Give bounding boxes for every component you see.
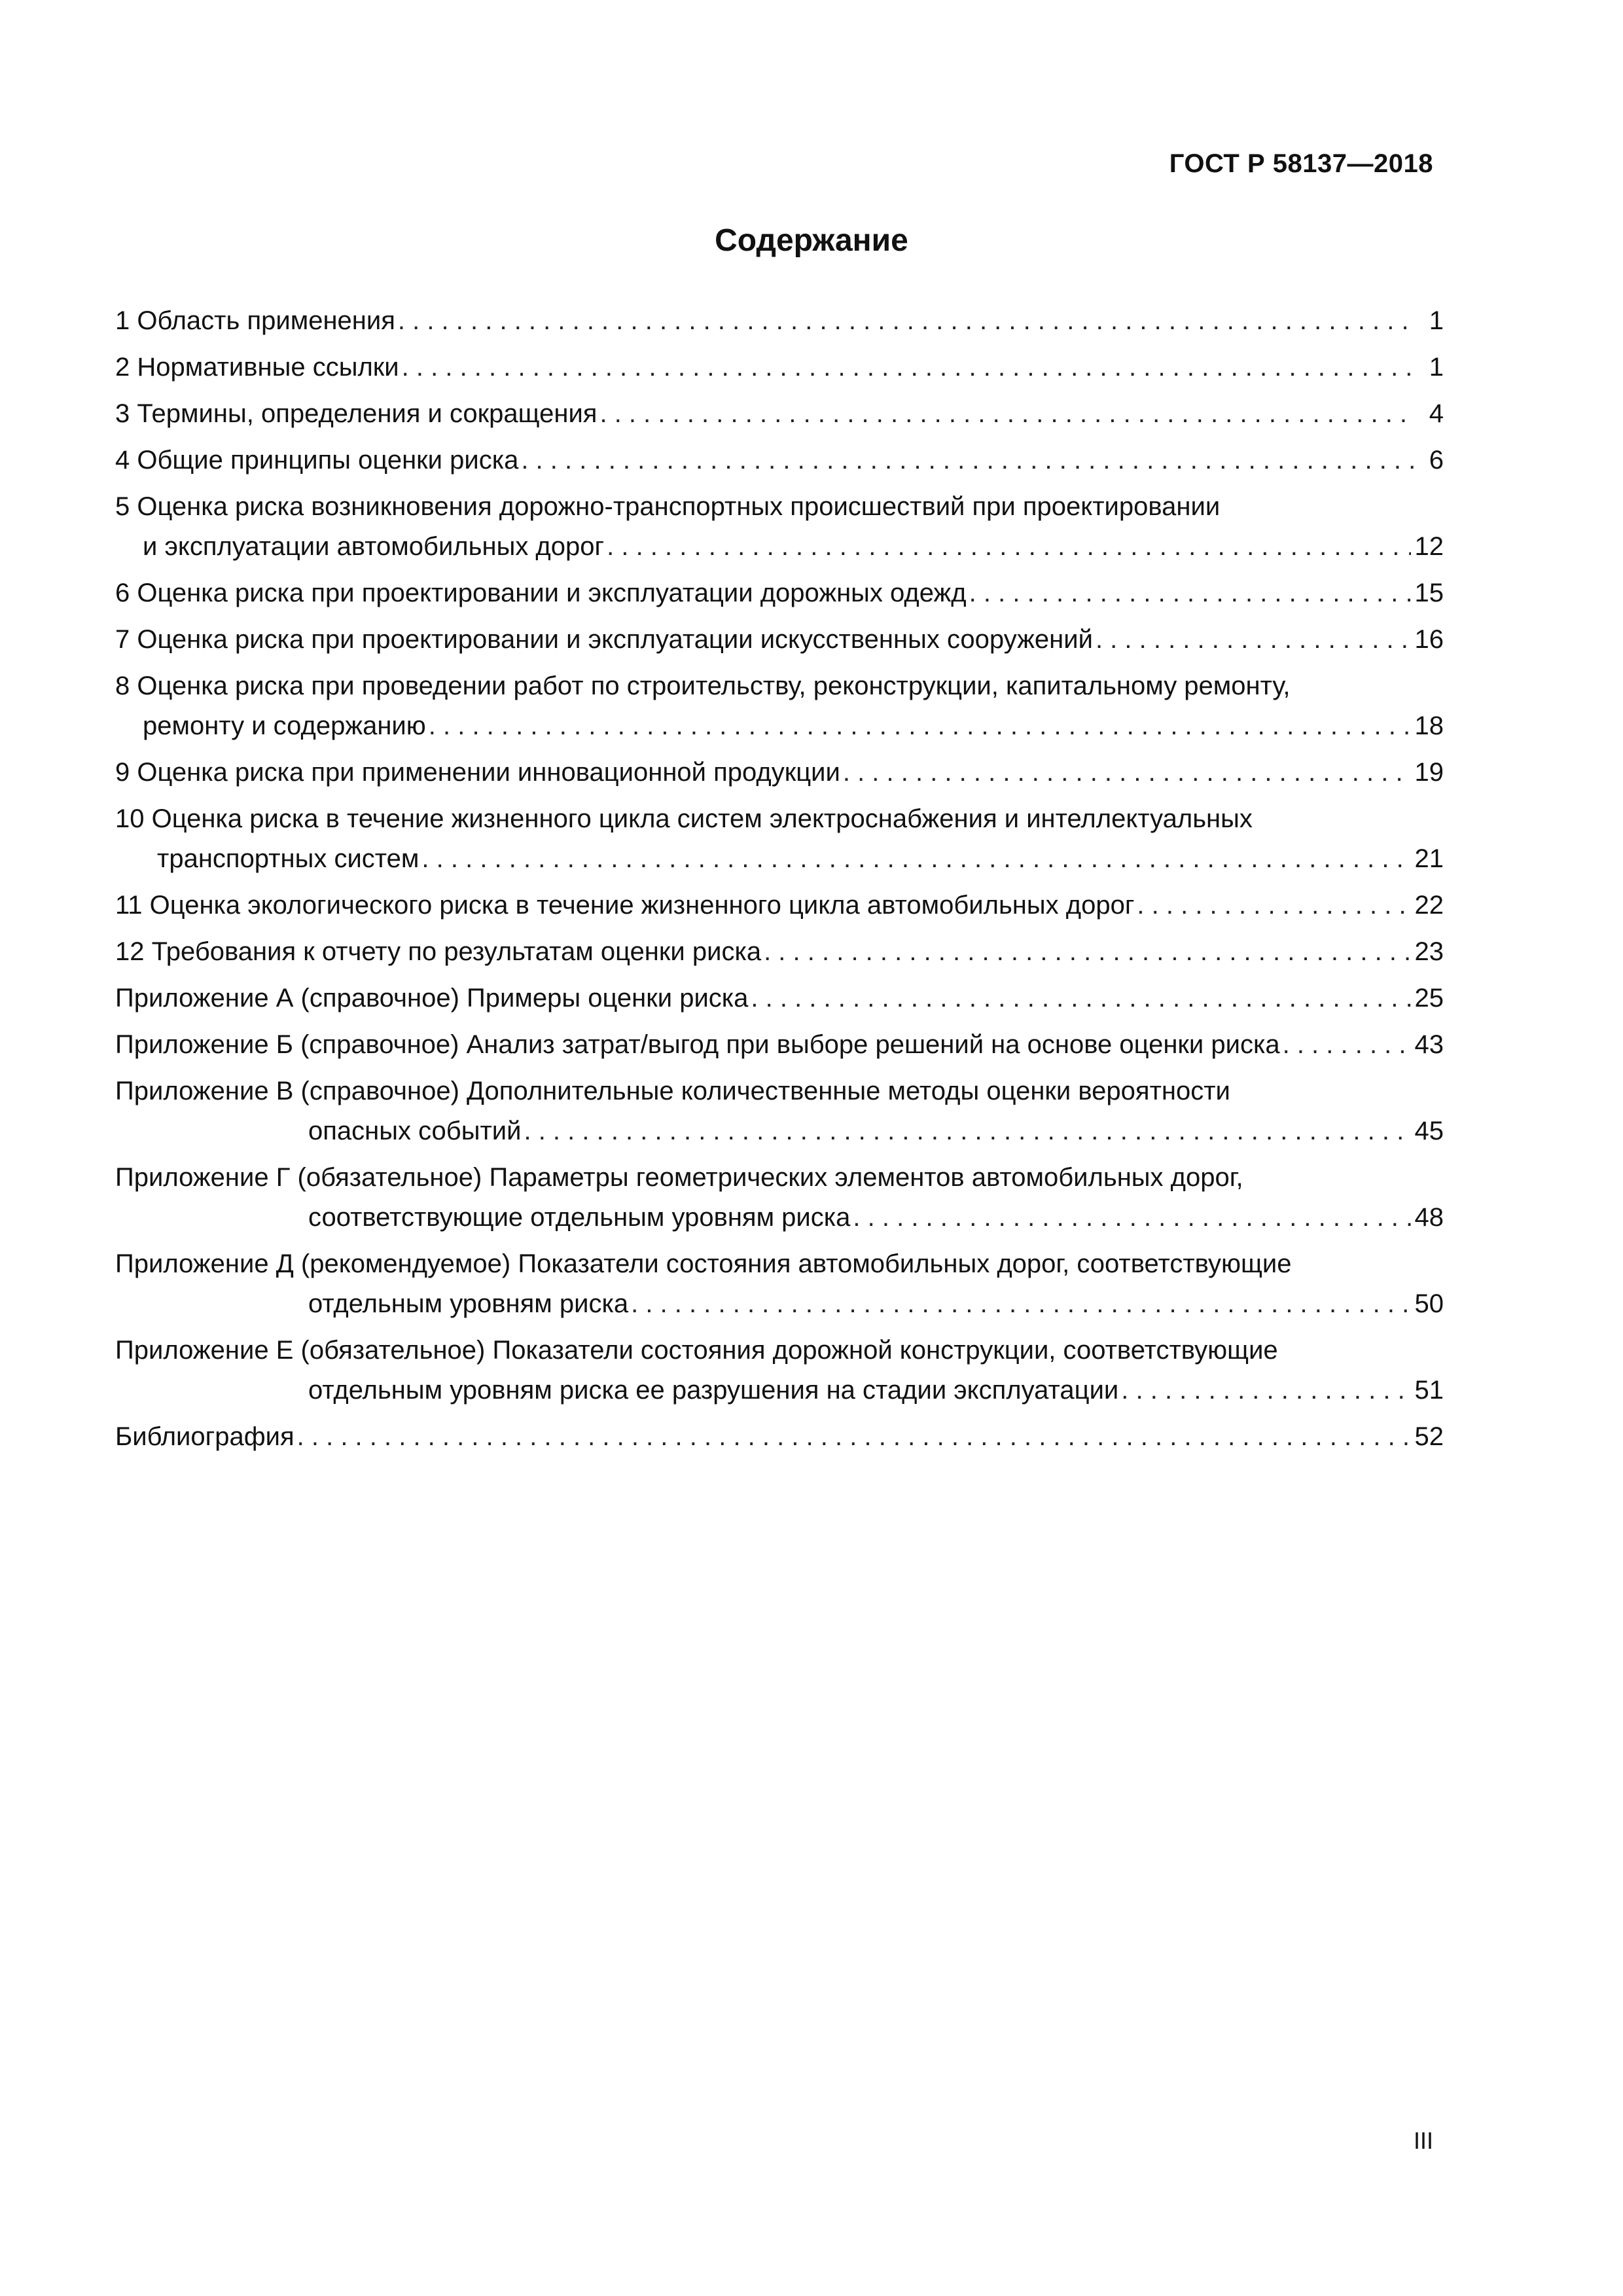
dot-leader: [1096, 620, 1411, 660]
dot-leader: [599, 394, 1414, 434]
toc-entry-4[interactable]: [115, 440, 1444, 480]
toc-title: Содержание: [715, 223, 908, 258]
dot-leader: [607, 527, 1410, 567]
toc-page-number: 6: [1429, 446, 1444, 475]
toc-entry-1[interactable]: [115, 301, 1444, 341]
toc-entry-12[interactable]: [115, 932, 1444, 972]
dot-leader: [421, 839, 1410, 879]
toc-page-number: 19: [1414, 758, 1444, 787]
toc-entry-title: Приложение А (справочное) Примеры оценки риска: [115, 984, 749, 1013]
dot-leader: [1283, 1025, 1411, 1065]
toc-page-number: 21: [1414, 844, 1444, 873]
toc-entry-title-continuation: соответствующие отдельным уровням риска: [308, 1203, 851, 1232]
toc-page-number: 43: [1414, 1030, 1444, 1059]
dot-leader: [398, 301, 1414, 341]
toc-entry-title: Библиография: [115, 1422, 294, 1451]
toc-page-number: 1: [1429, 306, 1444, 335]
toc-page-number: 18: [1414, 711, 1444, 740]
toc-page-number: 51: [1414, 1376, 1444, 1405]
toc-entry-title: 7 Оценка риска при проектировании и эксплуатации искусственных сооружений: [115, 625, 1093, 654]
toc-page-number: 52: [1414, 1422, 1444, 1451]
toc-entry-title-continuation: опасных событий: [308, 1117, 522, 1145]
dot-leader: [402, 348, 1414, 387]
dot-leader: [843, 753, 1411, 793]
table-of-contents: [115, 301, 1444, 1463]
dot-leader: [1121, 1371, 1410, 1410]
dot-leader: [751, 978, 1410, 1018]
page-number: III: [1413, 2127, 1433, 2154]
toc-entry-title: 3 Термины, определения и сокращения: [115, 399, 597, 428]
toc-entry-title: Приложение Г (обязательное) Параметры геометрических элементов автомобильных дорог,: [115, 1163, 1243, 1192]
dot-leader: [297, 1417, 1411, 1457]
toc-page-number: 50: [1414, 1289, 1444, 1318]
toc-entry-3[interactable]: [115, 394, 1444, 434]
toc-entry-5[interactable]: [115, 487, 1444, 567]
toc-entry-10[interactable]: [115, 799, 1444, 879]
toc-entry-appendix-g[interactable]: [115, 1158, 1444, 1238]
toc-entry-title: 2 Нормативные ссылки: [115, 353, 399, 382]
toc-entry-appendix-a[interactable]: [115, 978, 1444, 1018]
toc-entry-6[interactable]: [115, 573, 1444, 613]
toc-entry-9[interactable]: [115, 753, 1444, 793]
toc-entry-title: 4 Общие принципы оценки риска: [115, 446, 519, 475]
toc-entry-appendix-e[interactable]: [115, 1331, 1444, 1410]
toc-entry-8[interactable]: [115, 666, 1444, 746]
toc-entry-bibliography[interactable]: [115, 1417, 1444, 1457]
toc-entry-title: 9 Оценка риска при применении инновационной продукции: [115, 758, 840, 787]
toc-entry-title: 1 Область применения: [115, 306, 395, 335]
dot-leader: [429, 706, 1411, 746]
toc-entry-title-continuation: отдельным уровням риска ее разрушения на стадии эксплуатации: [308, 1376, 1119, 1405]
toc-entry-title: Приложение Д (рекомендуемое) Показатели состояния автомобильных дорог, соответствующие: [115, 1249, 1292, 1278]
toc-page-number: 22: [1414, 891, 1444, 920]
toc-entry-title: 10 Оценка риска в течение жизненного цикла систем электроснабжения и интеллектуальных: [115, 804, 1253, 833]
toc-entry-title: 8 Оценка риска при проведении работ по строительству, реконструкции, капитальному ремонту,: [115, 672, 1291, 700]
toc-page-number: 16: [1414, 625, 1444, 654]
toc-page-number: 25: [1414, 984, 1444, 1013]
toc-entry-appendix-d[interactable]: [115, 1244, 1444, 1324]
toc-page-number: 45: [1414, 1117, 1444, 1145]
toc-page-number: 12: [1414, 532, 1444, 561]
toc-entry-title-continuation: транспортных систем: [157, 844, 419, 873]
toc-entry-title-continuation: отдельным уровням риска: [308, 1289, 629, 1318]
toc-entry-11[interactable]: [115, 886, 1444, 925]
toc-entry-2[interactable]: [115, 348, 1444, 387]
toc-entry-7[interactable]: [115, 620, 1444, 660]
toc-entry-title: 12 Требования к отчету по результатам оценки риска: [115, 937, 762, 966]
toc-entry-title: Приложение Б (справочное) Анализ затрат/выгод при выборе решений на основе оценки риска: [115, 1030, 1280, 1059]
document-id-header: ГОСТ Р 58137—2018: [1169, 149, 1433, 178]
toc-entry-title-continuation: ремонту и содержанию: [143, 711, 426, 740]
toc-entry-appendix-v[interactable]: [115, 1071, 1444, 1151]
toc-page-number: 23: [1414, 937, 1444, 966]
dot-leader: [521, 440, 1414, 480]
toc-page-number: 48: [1414, 1203, 1444, 1232]
toc-entry-title: 5 Оценка риска возникновения дорожно-транспортных происшествий при проектировании: [115, 492, 1221, 521]
toc-entry-title: 11 Оценка экологического риска в течение жизненного цикла автомобильных дорог: [115, 891, 1135, 920]
toc-page-number: 1: [1429, 353, 1444, 382]
dot-leader: [631, 1284, 1410, 1324]
toc-entry-title: Приложение В (справочное) Дополнительные количественные методы оценки вероятности: [115, 1077, 1230, 1105]
dot-leader: [853, 1198, 1410, 1238]
toc-entry-title: Приложение Е (обязательное) Показатели состояния дорожной конструкции, соответствующие: [115, 1336, 1278, 1365]
dot-leader: [969, 573, 1411, 613]
dot-leader: [1137, 886, 1410, 925]
toc-page-number: 15: [1414, 579, 1444, 607]
toc-entry-title-continuation: и эксплуатации автомобильных дорог: [143, 532, 605, 561]
dot-leader: [524, 1111, 1410, 1151]
toc-entry-title: 6 Оценка риска при проектировании и эксплуатации дорожных одежд: [115, 579, 967, 607]
dot-leader: [764, 932, 1410, 972]
toc-entry-appendix-b[interactable]: [115, 1025, 1444, 1065]
toc-page-number: 4: [1429, 399, 1444, 428]
